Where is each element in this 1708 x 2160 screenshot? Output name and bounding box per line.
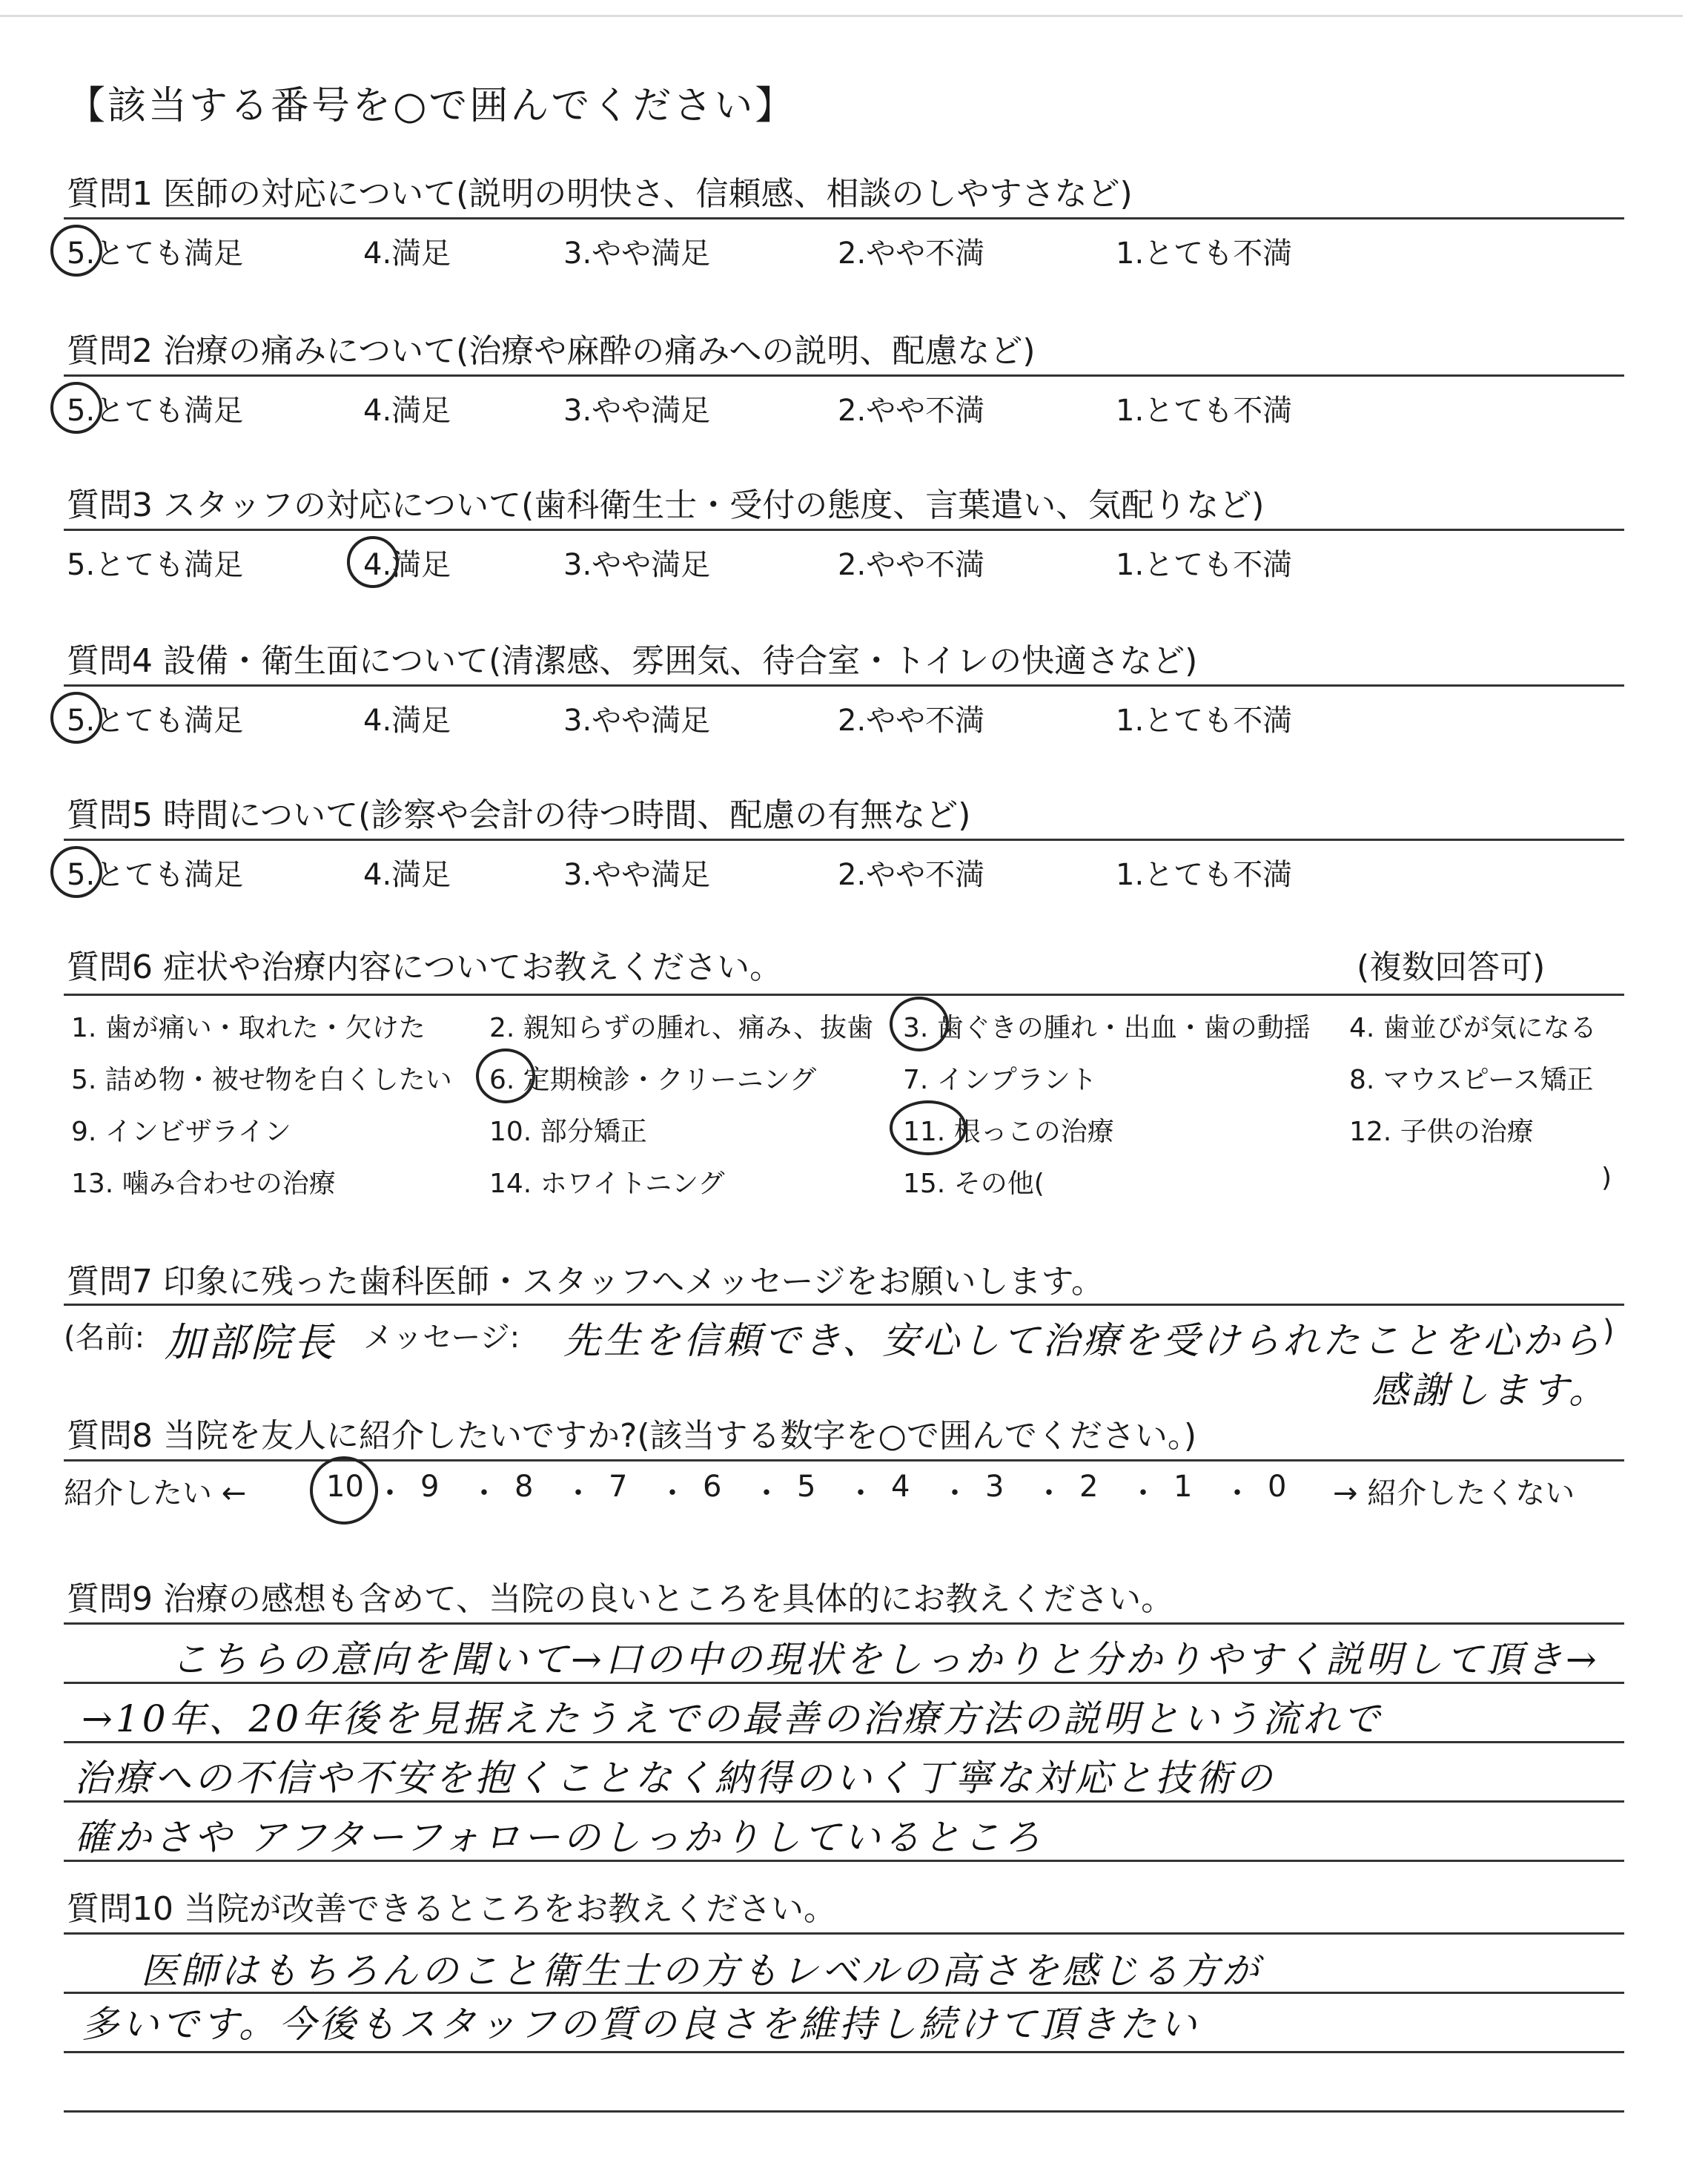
q8-separator: ・ bbox=[1128, 1476, 1158, 1510]
q6-title: 質問6 症状や治療内容についてお教えください。 bbox=[67, 948, 783, 986]
q6-option-15[interactable]: 15. その他( bbox=[903, 1169, 1045, 1199]
scan-edge-line bbox=[0, 15, 1683, 17]
q2-option-5[interactable]: 5.とても満足 bbox=[67, 394, 244, 428]
q6-option-13[interactable]: 13. 噛み合わせの治療 bbox=[71, 1169, 336, 1199]
q7-message-label: メッセージ: bbox=[363, 1321, 520, 1355]
q8-score-10[interactable]: 10 bbox=[326, 1470, 364, 1504]
q10-title: 質問10 当院が改善できるところをお教えください。 bbox=[67, 1890, 836, 1928]
q5-rule bbox=[64, 839, 1624, 841]
q8-score-4[interactable]: 4 bbox=[891, 1470, 910, 1504]
q10-line-2: 多いです。今後もスタッフの質の良さを維持し続けて頂きたい bbox=[82, 2003, 1199, 2046]
q4-title: 質問4 設備・衛生面について(清潔感、雰囲気、待合室・トイレの快適さなど) bbox=[67, 642, 1198, 680]
q6-rule bbox=[64, 994, 1624, 996]
q1-option-1[interactable]: 1.とても不満 bbox=[1116, 237, 1293, 271]
q6-option-3[interactable]: 3. 歯ぐきの腫れ・出血・歯の動揺 bbox=[903, 1013, 1311, 1043]
q5-title: 質問5 時間について(診察や会計の待つ時間、配慮の有無など) bbox=[67, 796, 971, 834]
q8-score-6[interactable]: 6 bbox=[703, 1470, 722, 1504]
q4-rule bbox=[64, 684, 1624, 687]
q3-option-4[interactable]: 4.満足 bbox=[363, 548, 451, 582]
q8-title: 質問8 当院を友人に紹介したいですか?(該当する数字を○で囲んでください。) bbox=[67, 1417, 1197, 1455]
q7-close-paren: ) bbox=[1603, 1314, 1615, 1348]
q3-rule bbox=[64, 529, 1624, 531]
q8-score-3[interactable]: 3 bbox=[985, 1470, 1004, 1504]
q3-option-1[interactable]: 1.とても不満 bbox=[1116, 548, 1293, 582]
q8-right-label: → 紹介したくない bbox=[1333, 1476, 1575, 1510]
q3-title: 質問3 スタッフの対応について(歯科衛生士・受付の態度、言葉遣い、気配りなど) bbox=[67, 486, 1265, 524]
q2-option-4[interactable]: 4.満足 bbox=[363, 394, 451, 428]
q4-option-1[interactable]: 1.とても不満 bbox=[1116, 704, 1293, 738]
q8-score-2[interactable]: 2 bbox=[1079, 1470, 1099, 1504]
q1-selection-circle bbox=[50, 225, 102, 277]
q6-option-10[interactable]: 10. 部分矯正 bbox=[489, 1117, 647, 1147]
q6-option-8[interactable]: 8. マウスピース矯正 bbox=[1349, 1065, 1594, 1095]
q4-option-3[interactable]: 3.やや満足 bbox=[563, 704, 711, 738]
q8-score-5[interactable]: 5 bbox=[797, 1470, 816, 1504]
q9-line-2: →10年、20年後を見据えたうえでの最善の治療方法の説明という流れで bbox=[82, 1697, 1383, 1740]
q2-title: 質問2 治療の痛みについて(治療や麻酔の痛みへの説明、配慮など) bbox=[67, 332, 1036, 370]
q8-separator: ・ bbox=[1034, 1476, 1064, 1510]
q2-option-3[interactable]: 3.やや満足 bbox=[563, 394, 711, 428]
q1-option-3[interactable]: 3.やや満足 bbox=[563, 237, 711, 271]
q8-separator: ・ bbox=[375, 1476, 405, 1510]
q3-option-5[interactable]: 5.とても満足 bbox=[67, 548, 244, 582]
q10-rule-2 bbox=[64, 2051, 1624, 2053]
q4-option-5[interactable]: 5.とても満足 bbox=[67, 704, 244, 738]
q8-separator: ・ bbox=[846, 1476, 875, 1510]
q5-selection-circle bbox=[50, 846, 102, 898]
q6-selection-circle bbox=[476, 1048, 535, 1103]
instruction-heading: 【該当する番号を○で囲んでください】 bbox=[67, 84, 796, 128]
q2-option-2[interactable]: 2.やや不満 bbox=[838, 394, 985, 428]
q1-rule bbox=[64, 217, 1624, 219]
q6-option-12[interactable]: 12. 子供の治療 bbox=[1349, 1117, 1534, 1147]
q8-separator: ・ bbox=[469, 1476, 499, 1510]
q4-selection-circle bbox=[50, 692, 102, 744]
q5-option-5[interactable]: 5.とても満足 bbox=[67, 858, 244, 892]
q7-message-line1: 先生を信頼でき、安心して治療を受けられたことを心から bbox=[563, 1319, 1603, 1362]
q6-option-5[interactable]: 5. 詰め物・被せ物を白くしたい bbox=[71, 1065, 452, 1095]
q6-selection-circle bbox=[890, 997, 949, 1051]
q8-separator: ・ bbox=[1222, 1476, 1252, 1510]
q5-option-1[interactable]: 1.とても不満 bbox=[1116, 858, 1293, 892]
q8-left-label: 紹介したい ← bbox=[64, 1476, 247, 1510]
q3-selection-circle bbox=[347, 536, 399, 588]
q1-option-5[interactable]: 5.とても満足 bbox=[67, 237, 244, 271]
q6-note: (複数回答可) bbox=[1357, 948, 1546, 986]
q2-option-1[interactable]: 1.とても不満 bbox=[1116, 394, 1293, 428]
q7-message-line2: 感謝します。 bbox=[1371, 1369, 1609, 1412]
q9-line-4: 確かさや アフターフォローのしっかりしているところ bbox=[74, 1816, 1044, 1859]
q9-rule-0 bbox=[64, 1622, 1624, 1625]
q1-option-4[interactable]: 4.満足 bbox=[363, 237, 451, 271]
q7-title: 質問7 印象に残った歯科医師・スタッフへメッセージをお願いします。 bbox=[67, 1263, 1104, 1301]
q5-option-3[interactable]: 3.やや満足 bbox=[563, 858, 711, 892]
q8-separator: ・ bbox=[563, 1476, 593, 1510]
q6-option-2[interactable]: 2. 親知らずの腫れ、痛み、抜歯 bbox=[489, 1013, 874, 1043]
q8-rule bbox=[64, 1459, 1624, 1462]
q3-option-3[interactable]: 3.やや満足 bbox=[563, 548, 711, 582]
q1-option-2[interactable]: 2.やや不満 bbox=[838, 237, 985, 271]
q8-separator: ・ bbox=[658, 1476, 687, 1510]
q6-option-14[interactable]: 14. ホワイトニング bbox=[489, 1169, 725, 1199]
q8-separator: ・ bbox=[752, 1476, 781, 1510]
q6-selection-circle bbox=[890, 1100, 967, 1155]
q7-name-label: (名前: bbox=[64, 1321, 145, 1355]
q6-option-15-close[interactable]: ) bbox=[1601, 1163, 1612, 1193]
q8-separator: ・ bbox=[940, 1476, 970, 1510]
q9-title: 質問9 治療の感想も含めて、当院の良いところを具体的にお教えください。 bbox=[67, 1580, 1174, 1618]
q6-option-4[interactable]: 4. 歯並びが気になる bbox=[1349, 1013, 1597, 1043]
q7-name-value: 加部院長 bbox=[165, 1319, 337, 1366]
q8-score-8[interactable]: 8 bbox=[514, 1470, 534, 1504]
q9-line-3: 治療への不信や不安を抱くことなく納得のいく丁寧な対応と技術の bbox=[74, 1757, 1275, 1800]
q8-score-1[interactable]: 1 bbox=[1174, 1470, 1193, 1504]
q4-option-2[interactable]: 2.やや不満 bbox=[838, 704, 985, 738]
q9-line-1: こちらの意向を聞いて→口の中の現状をしっかりと分かりやすく説明して頂き→ bbox=[171, 1638, 1600, 1681]
q4-option-4[interactable]: 4.満足 bbox=[363, 704, 451, 738]
q5-option-4[interactable]: 4.満足 bbox=[363, 858, 451, 892]
q10-rule-3 bbox=[64, 2110, 1624, 2113]
q1-title: 質問1 医師の対応について(説明の明快さ、信頼感、相談のしやすさなど) bbox=[67, 175, 1133, 213]
q5-option-2[interactable]: 2.やや不満 bbox=[838, 858, 985, 892]
q7-rule bbox=[64, 1304, 1624, 1306]
q2-rule bbox=[64, 374, 1624, 377]
q2-selection-circle bbox=[50, 382, 102, 434]
q6-option-6[interactable]: 6. 定期検診・クリーニング bbox=[489, 1065, 817, 1095]
q3-option-2[interactable]: 2.やや不満 bbox=[838, 548, 985, 582]
q8-score-0[interactable]: 0 bbox=[1268, 1470, 1287, 1504]
q8-score-9[interactable]: 9 bbox=[420, 1470, 440, 1504]
q6-option-11[interactable]: 11. 根っこの治療 bbox=[903, 1117, 1114, 1147]
q8-selection-circle bbox=[310, 1456, 378, 1525]
q10-rule-0 bbox=[64, 1932, 1624, 1935]
q8-score-7[interactable]: 7 bbox=[609, 1470, 628, 1504]
q6-option-1[interactable]: 1. 歯が痛い・取れた・欠けた bbox=[71, 1013, 426, 1043]
q10-line-1: 医師はもちろんのこと衛生士の方もレベルの高さを感じる方が bbox=[141, 1949, 1262, 1992]
q6-option-9[interactable]: 9. インビザライン bbox=[71, 1117, 291, 1147]
q6-option-7[interactable]: 7. インプラント bbox=[903, 1065, 1097, 1095]
